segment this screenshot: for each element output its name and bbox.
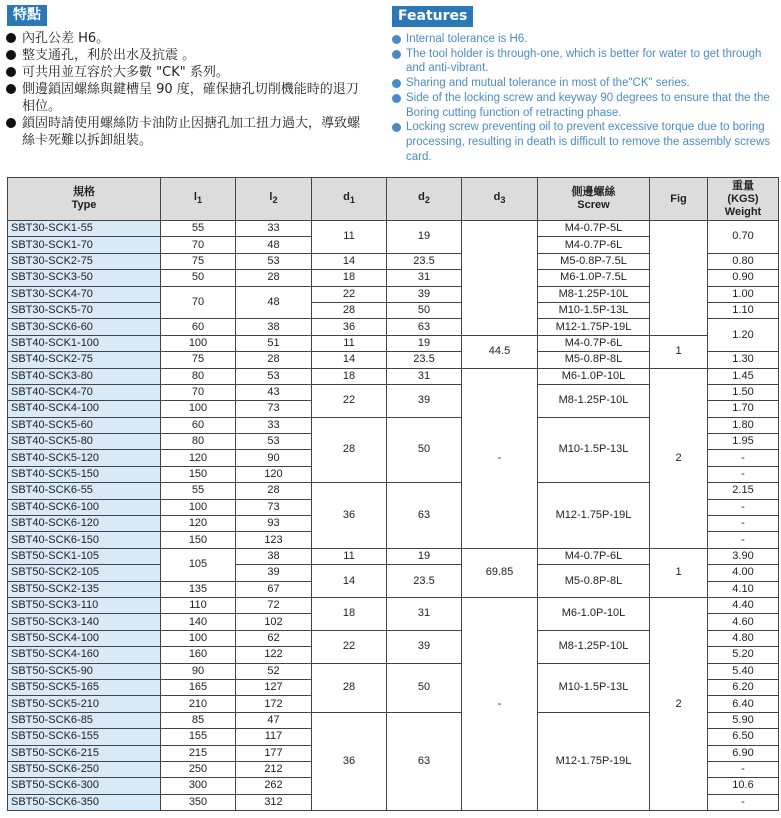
cell-d1: 11 [312, 335, 387, 351]
cell-l1: 55 [161, 483, 236, 499]
cell-type: SBT40-SCK4-100 [8, 401, 161, 417]
cell-l1: 80 [161, 368, 236, 384]
cell-weight: 1.45 [708, 368, 779, 384]
bullet-icon [6, 67, 16, 77]
cell-type: SBT40-SCK4-70 [8, 384, 161, 400]
cell-weight: 6.20 [708, 679, 779, 695]
feature-item-zh: 側邊鎖固螺絲與鍵槽呈 90 度，確保搪孔切削機能時的退刀相位。 [6, 81, 366, 115]
cell-type: SBT50-SCK6-350 [8, 794, 161, 810]
cell-l1: 350 [161, 794, 236, 810]
cell-d1: 28 [312, 663, 387, 712]
cell-l2: 122 [236, 647, 312, 663]
cell-l1: 110 [161, 597, 236, 613]
cell-type: SBT50-SCK4-160 [8, 647, 161, 663]
cell-screw: M6-1.0P-10L [538, 597, 650, 630]
cell-type: SBT40-SCK2-75 [8, 352, 161, 368]
cell-d2: 63 [387, 483, 462, 549]
cell-l2: 33 [236, 221, 312, 237]
cell-type: SBT50-SCK2-135 [8, 581, 161, 597]
cell-l1: 300 [161, 778, 236, 794]
cell-l2: 33 [236, 417, 312, 433]
cell-screw: M5-0.8P-8L [538, 565, 650, 598]
table-row [8, 368, 779, 384]
cell-d3: 44.5 [462, 335, 538, 368]
cell-d1: 11 [312, 221, 387, 254]
table-row [8, 597, 779, 613]
cell-screw: M4-0.7P-6L [538, 335, 650, 351]
cell-d1: 14 [312, 565, 387, 598]
cell-weight: 4.80 [708, 630, 779, 646]
cell-type: SBT30-SCK3-50 [8, 270, 161, 286]
cell-l2: 93 [236, 516, 312, 532]
cell-l1: 100 [161, 335, 236, 351]
cell-type: SBT50-SCK2-105 [8, 565, 161, 581]
cell-screw: M8-1.25P-10L [538, 630, 650, 663]
cell-weight: 6.40 [708, 696, 779, 712]
cell-type: SBT50-SCK6-250 [8, 761, 161, 777]
col-header-screw: 側邊螺絲 Screw [538, 178, 650, 221]
cell-l2: 72 [236, 597, 312, 613]
cell-l2: 48 [236, 237, 312, 253]
cell-l1: 85 [161, 712, 236, 728]
col-header-d3: $d_3$ [462, 178, 538, 221]
cell-type: SBT40-SCK1-100 [8, 335, 161, 351]
cell-l1: 60 [161, 417, 236, 433]
cell-weight: 1.80 [708, 417, 779, 433]
cell-screw: M8-1.25P-10L [538, 384, 650, 417]
cell-l2: 73 [236, 499, 312, 515]
features-title-zh: 特點 [7, 5, 47, 26]
feature-item-en: The tool holder is through-one, which is better for water to get through and anti-vibrant. [392, 47, 779, 76]
cell-l2: 123 [236, 532, 312, 548]
cell-l1: 90 [161, 663, 236, 679]
cell-weight: 1.50 [708, 384, 779, 400]
cell-l2: 67 [236, 581, 312, 597]
cell-d2: 39 [387, 630, 462, 663]
bullet-icon [392, 79, 401, 88]
cell-l2: 90 [236, 450, 312, 466]
cell-screw: M5-0.8P-7.5L [538, 253, 650, 269]
cell-weight: 1.20 [708, 319, 779, 352]
cell-screw: M4-0.7P-6L [538, 548, 650, 564]
cell-d2: 39 [387, 384, 462, 417]
features-title-en: Features [392, 6, 473, 27]
table-row [8, 221, 779, 237]
cell-l1: 215 [161, 745, 236, 761]
feature-item-en: Sharing and mutual tolerance in most of the"CK" series. [392, 76, 779, 91]
cell-screw: M4-0.7P-5L [538, 221, 650, 237]
cell-l2: 53 [236, 253, 312, 269]
cell-l2: 212 [236, 761, 312, 777]
cell-l2: 51 [236, 335, 312, 351]
bullet-icon [6, 50, 16, 60]
cell-l1: 75 [161, 352, 236, 368]
cell-screw: M5-0.8P-8L [538, 352, 650, 368]
cell-l1: 50 [161, 270, 236, 286]
cell-l1: 135 [161, 581, 236, 597]
cell-type: SBT30-SCK2-75 [8, 253, 161, 269]
feature-item-zh: 可共用並互容於大多數 "CK" 系列。 [6, 64, 366, 81]
cell-l1: 160 [161, 647, 236, 663]
cell-d1: 36 [312, 319, 387, 335]
bullet-icon [392, 50, 401, 59]
cell-weight: - [708, 450, 779, 466]
cell-d2: 50 [387, 417, 462, 483]
cell-weight: 1.30 [708, 352, 779, 368]
cell-l2: 53 [236, 434, 312, 450]
cell-type: SBT50-SCK3-140 [8, 614, 161, 630]
cell-screw: M12-1.75P-19L [538, 712, 650, 810]
cell-l1: 80 [161, 434, 236, 450]
cell-d2: 23.5 [387, 253, 462, 269]
cell-d1: 11 [312, 548, 387, 564]
cell-type: SBT50-SCK5-90 [8, 663, 161, 679]
cell-screw: M4-0.7P-6L [538, 237, 650, 253]
cell-l1: 100 [161, 401, 236, 417]
cell-l1: 250 [161, 761, 236, 777]
cell-l2: 28 [236, 483, 312, 499]
cell-d1: 28 [312, 417, 387, 483]
col-header-fig: Fig [650, 178, 708, 221]
cell-d3: 69.85 [462, 548, 538, 597]
bullet-icon [392, 94, 401, 103]
cell-l2: 62 [236, 630, 312, 646]
cell-weight: 5.90 [708, 712, 779, 728]
cell-type: SBT50-SCK6-215 [8, 745, 161, 761]
cell-type: SBT50-SCK4-100 [8, 630, 161, 646]
cell-d1: 18 [312, 270, 387, 286]
cell-l1: 165 [161, 679, 236, 695]
cell-weight: - [708, 516, 779, 532]
bullet-icon [6, 84, 16, 94]
cell-d3: - [462, 368, 538, 548]
cell-d1: 36 [312, 712, 387, 810]
cell-d2: 19 [387, 548, 462, 564]
cell-weight: 4.40 [708, 597, 779, 613]
cell-type: SBT50-SCK3-110 [8, 597, 161, 613]
cell-type: SBT40-SCK5-60 [8, 417, 161, 433]
cell-l2: 53 [236, 368, 312, 384]
cell-screw: M10-1.5P-13L [538, 302, 650, 318]
cell-weight: 10.6 [708, 778, 779, 794]
cell-l2: 262 [236, 778, 312, 794]
cell-fig: 2 [650, 368, 708, 548]
cell-type: SBT50-SCK1-105 [8, 548, 161, 564]
cell-type: SBT50-SCK6-155 [8, 729, 161, 745]
cell-weight: - [708, 761, 779, 777]
cell-d2: 31 [387, 270, 462, 286]
cell-d2: 23.5 [387, 565, 462, 598]
cell-d2: 19 [387, 335, 462, 351]
cell-d3: - [462, 597, 538, 810]
cell-fig: 2 [650, 597, 708, 810]
cell-weight: 0.90 [708, 270, 779, 286]
cell-weight: - [708, 499, 779, 515]
feature-item-zh: 鎖固時請使用螺絲防卡油防止因搪孔加工扭力過大，導致螺絲卡死難以拆卸組裝。 [6, 115, 366, 149]
cell-d1: 14 [312, 352, 387, 368]
cell-l1: 70 [161, 286, 236, 319]
cell-l2: 120 [236, 466, 312, 482]
table-row [8, 548, 779, 564]
cell-weight: 1.70 [708, 401, 779, 417]
cell-l2: 48 [236, 286, 312, 319]
cell-screw: M12-1.75P-19L [538, 319, 650, 335]
cell-l2: 102 [236, 614, 312, 630]
cell-weight: 0.80 [708, 253, 779, 269]
cell-d1: 36 [312, 483, 387, 549]
spec-table [7, 177, 779, 811]
cell-weight: 6.90 [708, 745, 779, 761]
cell-screw: M10-1.5P-13L [538, 663, 650, 712]
col-header-l1: $l_1$ [161, 178, 236, 221]
cell-weight: 5.20 [708, 647, 779, 663]
cell-l2: 127 [236, 679, 312, 695]
cell-type: SBT40-SCK3-80 [8, 368, 161, 384]
cell-d2: 31 [387, 368, 462, 384]
cell-d1: 18 [312, 597, 387, 630]
cell-type: SBT50-SCK5-165 [8, 679, 161, 695]
cell-weight: 3.90 [708, 548, 779, 564]
cell-l1: 75 [161, 253, 236, 269]
cell-l2: 38 [236, 319, 312, 335]
cell-l2: 28 [236, 270, 312, 286]
col-header-type: 規格 Type [8, 178, 161, 221]
col-header-d1: $d_1$ [312, 178, 387, 221]
cell-weight: 1.95 [708, 434, 779, 450]
cell-type: SBT30-SCK1-55 [8, 221, 161, 237]
cell-fig [650, 221, 708, 336]
table-header-row [8, 178, 779, 221]
feature-item-zh: 內孔公差 H6。 [6, 30, 366, 47]
cell-l2: 43 [236, 384, 312, 400]
cell-weight: 4.10 [708, 581, 779, 597]
cell-type: SBT40-SCK6-150 [8, 532, 161, 548]
cell-d2: 63 [387, 712, 462, 810]
cell-d2: 63 [387, 319, 462, 335]
cell-type: SBT50-SCK5-210 [8, 696, 161, 712]
cell-type: SBT30-SCK1-70 [8, 237, 161, 253]
cell-l1: 150 [161, 532, 236, 548]
cell-type: SBT40-SCK5-120 [8, 450, 161, 466]
cell-l2: 38 [236, 548, 312, 564]
cell-d1: 28 [312, 302, 387, 318]
cell-screw: M6-1.0P-10L [538, 368, 650, 384]
bullet-icon [392, 123, 401, 132]
cell-l2: 177 [236, 745, 312, 761]
cell-d2: 23.5 [387, 352, 462, 368]
table-row [8, 335, 779, 351]
cell-l1: 120 [161, 450, 236, 466]
cell-type: SBT40-SCK5-80 [8, 434, 161, 450]
cell-d2: 31 [387, 597, 462, 630]
cell-screw: M10-1.5P-13L [538, 417, 650, 483]
cell-weight: 6.50 [708, 729, 779, 745]
col-header-l2: $l_2$ [236, 178, 312, 221]
cell-d2: 50 [387, 302, 462, 318]
cell-l1: 60 [161, 319, 236, 335]
cell-fig: 1 [650, 335, 708, 368]
cell-l1: 210 [161, 696, 236, 712]
cell-l1: 155 [161, 729, 236, 745]
cell-d3 [462, 221, 538, 336]
cell-type: SBT40-SCK6-120 [8, 516, 161, 532]
feature-item-en: Side of the locking screw and keyway 90 degrees to ensure that the the Boring cutting function of retracting phase. [392, 91, 779, 120]
cell-type: SBT40-SCK5-150 [8, 466, 161, 482]
cell-type: SBT40-SCK6-100 [8, 499, 161, 515]
cell-weight: 1.00 [708, 286, 779, 302]
cell-weight: 4.60 [708, 614, 779, 630]
cell-screw: M12-1.75P-19L [538, 483, 650, 549]
cell-l1: 70 [161, 237, 236, 253]
cell-screw: M6-1.0P-7.5L [538, 270, 650, 286]
cell-weight: 2.15 [708, 483, 779, 499]
cell-d1: 22 [312, 286, 387, 302]
cell-weight: 5.40 [708, 663, 779, 679]
cell-d2: 39 [387, 286, 462, 302]
bullet-icon [6, 118, 16, 128]
cell-screw: M8-1.25P-10L [538, 286, 650, 302]
cell-l1: 150 [161, 466, 236, 482]
cell-l1: 120 [161, 516, 236, 532]
cell-type: SBT30-SCK6-60 [8, 319, 161, 335]
table-body [8, 221, 779, 811]
cell-l2: 28 [236, 352, 312, 368]
col-header-weight: 重量 (KGS) Weight [708, 178, 779, 221]
cell-l2: 47 [236, 712, 312, 728]
cell-type: SBT40-SCK6-55 [8, 483, 161, 499]
cell-l2: 52 [236, 663, 312, 679]
cell-weight: 4.00 [708, 565, 779, 581]
cell-type: SBT50-SCK6-300 [8, 778, 161, 794]
cell-weight: 0.70 [708, 221, 779, 254]
cell-weight: 1.10 [708, 302, 779, 318]
cell-type: SBT50-SCK6-85 [8, 712, 161, 728]
cell-l2: 312 [236, 794, 312, 810]
feature-item-zh: 整支通孔，利於出水及抗震 。 [6, 47, 366, 64]
feature-item-en: Internal tolerance is H6. [392, 32, 779, 47]
cell-d1: 22 [312, 630, 387, 663]
cell-type: SBT30-SCK5-70 [8, 302, 161, 318]
cell-weight: - [708, 794, 779, 810]
cell-weight: - [708, 466, 779, 482]
cell-weight: - [708, 532, 779, 548]
cell-l2: 73 [236, 401, 312, 417]
cell-l1: 105 [161, 548, 236, 581]
cell-l1: 55 [161, 221, 236, 237]
cell-d2: 19 [387, 221, 462, 254]
features-list-zh [6, 30, 366, 149]
bullet-icon [6, 33, 16, 43]
features-list-en [392, 32, 779, 164]
cell-l1: 100 [161, 630, 236, 646]
cell-fig: 1 [650, 548, 708, 597]
cell-l1: 100 [161, 499, 236, 515]
cell-type: SBT30-SCK4-70 [8, 286, 161, 302]
cell-d1: 18 [312, 368, 387, 384]
cell-l2: 117 [236, 729, 312, 745]
cell-l1: 70 [161, 384, 236, 400]
cell-l1: 140 [161, 614, 236, 630]
cell-d2: 50 [387, 663, 462, 712]
cell-d1: 22 [312, 384, 387, 417]
cell-l2: 172 [236, 696, 312, 712]
feature-item-en: Locking screw preventing oil to prevent excessive torque due to boring processing, resulting in death is difficult to remove the assembly screws card. [392, 120, 779, 164]
cell-d1: 14 [312, 253, 387, 269]
cell-l2: 39 [236, 565, 312, 581]
bullet-icon [392, 35, 401, 44]
col-header-d2: $d_2$ [387, 178, 462, 221]
